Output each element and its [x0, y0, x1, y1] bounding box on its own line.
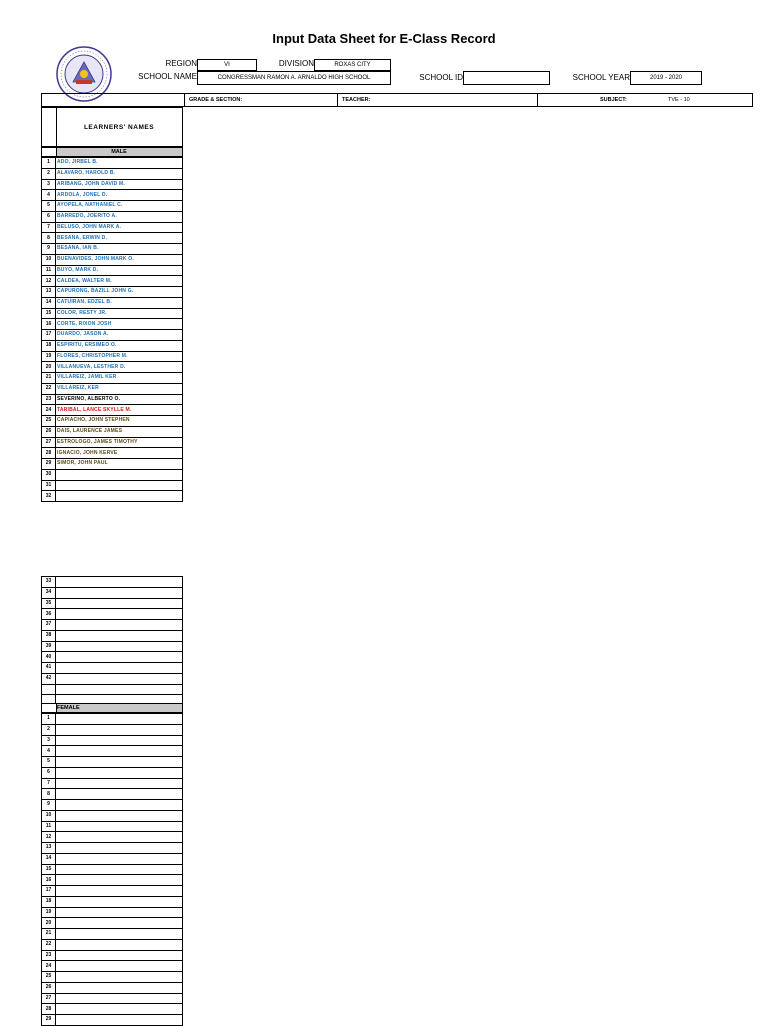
table-row	[42, 993, 183, 1004]
learner-name-cell[interactable]	[56, 577, 183, 588]
learner-name-cell[interactable]	[56, 609, 183, 620]
division-label: DIVISION	[278, 59, 314, 68]
table-row	[42, 287, 183, 298]
table-row	[42, 598, 183, 609]
learner-name-cell[interactable]	[56, 587, 183, 598]
row-number: 3	[42, 179, 56, 190]
teacher-cell[interactable]	[337, 94, 537, 106]
female-group-header	[41, 703, 183, 713]
table-row	[42, 896, 183, 907]
table-row	[42, 190, 183, 201]
learners-names-title: LEARNERS' NAMES	[83, 123, 155, 131]
row-number: 19	[42, 351, 56, 362]
subject-value: TVE - 10	[668, 97, 690, 103]
row-number: 2	[42, 724, 56, 735]
table-row	[42, 244, 183, 255]
learner-name-cell[interactable]: CORTE, RIXON JOSH	[56, 319, 183, 330]
learner-name-cell[interactable]	[56, 663, 183, 674]
table-row	[42, 673, 183, 684]
table-row	[42, 929, 183, 940]
row-number: 9	[42, 800, 56, 811]
learner-name-cell[interactable]	[56, 673, 183, 684]
table-row	[42, 297, 183, 308]
learner-name-cell[interactable]: BARREDO, JOERITO A.	[56, 211, 183, 222]
row-number: 16	[42, 319, 56, 330]
female-table	[41, 713, 183, 1026]
learner-name-cell[interactable]	[56, 724, 183, 735]
learner-name-cell[interactable]: CAPURONG, BAZILL JOHN G.	[56, 287, 183, 298]
table-row	[42, 684, 183, 695]
learner-name-cell[interactable]	[56, 886, 183, 897]
learner-name-cell[interactable]	[56, 767, 183, 778]
learner-name-cell[interactable]: SEVERINO, ALBERTO O.	[56, 394, 183, 405]
row-number: 16	[42, 875, 56, 886]
male-group-header	[41, 147, 183, 157]
learner-name-cell[interactable]	[56, 918, 183, 929]
table-row	[42, 405, 183, 416]
learner-name-cell[interactable]	[56, 778, 183, 789]
grade-section-cell[interactable]	[184, 94, 337, 106]
learner-name-cell[interactable]: VILLANUEVA, LESTHER D.	[56, 362, 183, 373]
subject-label: SUBJECT:	[600, 97, 627, 103]
male-table	[41, 157, 183, 502]
learner-name-cell[interactable]	[56, 491, 183, 502]
row-number: 29	[42, 459, 56, 470]
row-number	[42, 684, 56, 695]
table-row	[42, 587, 183, 598]
table-row	[42, 308, 183, 319]
learner-name-cell[interactable]	[56, 652, 183, 663]
division-field[interactable]: ROXAS CITY	[314, 59, 391, 71]
row-number: 26	[42, 426, 56, 437]
row-number: 23	[42, 394, 56, 405]
table-row	[42, 158, 183, 169]
subject-cell[interactable]	[537, 94, 752, 106]
table-row	[42, 800, 183, 811]
table-row	[42, 972, 183, 983]
school-id-field[interactable]	[463, 71, 550, 85]
table-row	[42, 821, 183, 832]
learner-name-cell[interactable]: AYOPELA, NATHANIEL C.	[56, 201, 183, 212]
row-number: 7	[42, 778, 56, 789]
learner-name-cell[interactable]	[56, 864, 183, 875]
row-number: 23	[42, 950, 56, 961]
row-number: 30	[42, 469, 56, 480]
learner-name-cell[interactable]: ESPIRITU, ERSIMEO O.	[56, 340, 183, 351]
table-row	[42, 714, 183, 725]
learner-name-cell[interactable]	[56, 620, 183, 631]
table-row	[42, 437, 183, 448]
row-number: 15	[42, 864, 56, 875]
row-number: 13	[42, 843, 56, 854]
row-number: 10	[42, 254, 56, 265]
table-row	[42, 875, 183, 886]
table-row	[42, 641, 183, 652]
row-number: 37	[42, 620, 56, 631]
row-number: 1	[42, 714, 56, 725]
row-number: 14	[42, 297, 56, 308]
row-number: 15	[42, 308, 56, 319]
learner-name-cell[interactable]	[56, 843, 183, 854]
row-number: 33	[42, 577, 56, 588]
learner-name-cell[interactable]	[56, 789, 183, 800]
learner-name-cell[interactable]	[56, 907, 183, 918]
table-row	[42, 735, 183, 746]
row-number: 4	[42, 190, 56, 201]
table-row	[42, 757, 183, 768]
table-row	[42, 652, 183, 663]
row-number: 17	[42, 330, 56, 341]
row-number: 3	[42, 735, 56, 746]
row-number: 7	[42, 222, 56, 233]
row-number: 17	[42, 886, 56, 897]
learner-name-cell[interactable]	[56, 972, 183, 983]
learner-name-cell[interactable]	[56, 469, 183, 480]
table-row	[42, 211, 183, 222]
table-row	[42, 620, 183, 631]
table-row	[42, 233, 183, 244]
table-row	[42, 383, 183, 394]
learner-name-cell[interactable]	[56, 832, 183, 843]
learner-name-cell[interactable]: BUENAVIDES, JOHN MARK O.	[56, 254, 183, 265]
row-number: 42	[42, 673, 56, 684]
table-row	[42, 663, 183, 674]
region-field[interactable]: VI	[197, 59, 257, 71]
school-name-label: SCHOOL NAME	[138, 72, 197, 81]
table-row	[42, 168, 183, 179]
table-row	[42, 265, 183, 276]
table-row	[42, 810, 183, 821]
learner-name-cell[interactable]: SIMOR, JOHN PAUL	[56, 459, 183, 470]
row-number: 19	[42, 907, 56, 918]
row-number: 32	[42, 491, 56, 502]
row-number: 5	[42, 757, 56, 768]
table-row	[42, 1004, 183, 1015]
row-number: 36	[42, 609, 56, 620]
learner-name-cell[interactable]	[56, 1004, 183, 1015]
table-row	[42, 201, 183, 212]
table-row	[42, 630, 183, 641]
learner-name-cell[interactable]	[56, 853, 183, 864]
table-row	[42, 362, 183, 373]
row-number: 5	[42, 201, 56, 212]
row-number: 21	[42, 373, 56, 384]
table-row	[42, 448, 183, 459]
row-number: 28	[42, 1004, 56, 1015]
school-name-field[interactable]: CONGRESSMAN RAMON A. ARNALDO HIGH SCHOOL	[197, 71, 391, 85]
table-row	[42, 373, 183, 384]
row-number: 29	[42, 1015, 56, 1026]
male-table-continued	[41, 576, 183, 706]
learners-names-header	[41, 107, 183, 147]
school-year-label: SCHOOL YEAR	[572, 73, 630, 82]
row-number: 9	[42, 244, 56, 255]
row-number: 6	[42, 211, 56, 222]
learner-name-cell[interactable]: BELUSO, JOHN MARK A.	[56, 222, 183, 233]
row-number: 31	[42, 480, 56, 491]
learner-name-cell[interactable]: COLOR, RESTY JR.	[56, 308, 183, 319]
table-row	[42, 416, 183, 427]
learner-name-cell[interactable]: CATUIRAN, EDZEL B.	[56, 297, 183, 308]
table-row	[42, 577, 183, 588]
learner-name-cell[interactable]	[56, 684, 183, 695]
row-number: 24	[42, 961, 56, 972]
learner-name-cell[interactable]	[56, 993, 183, 1004]
learner-name-cell[interactable]	[56, 875, 183, 886]
row-number: 8	[42, 233, 56, 244]
female-label: FEMALE	[57, 705, 80, 711]
learner-name-cell[interactable]	[56, 746, 183, 757]
row-number: 24	[42, 405, 56, 416]
row-number: 27	[42, 437, 56, 448]
school-year-field[interactable]: 2019 - 2020	[630, 71, 702, 85]
row-number: 8	[42, 789, 56, 800]
row-number: 28	[42, 448, 56, 459]
row-number: 20	[42, 362, 56, 373]
table-row	[42, 330, 183, 341]
row-number: 39	[42, 641, 56, 652]
teacher-label: TEACHER:	[342, 97, 371, 103]
learner-name-cell[interactable]: FLORES, CHRISTOPHER M.	[56, 351, 183, 362]
table-row	[42, 767, 183, 778]
learner-name-cell[interactable]: ADO, JIRBEL B.	[56, 158, 183, 169]
grade-section-label: GRADE & SECTION:	[189, 97, 243, 103]
row-number: 1	[42, 158, 56, 169]
table-row	[42, 853, 183, 864]
learner-name-cell[interactable]: CAPIACHO, JOHN STEPHEN	[56, 416, 183, 427]
table-row	[42, 832, 183, 843]
row-number: 25	[42, 972, 56, 983]
learner-name-cell[interactable]	[56, 480, 183, 491]
row-number: 34	[42, 587, 56, 598]
row-number: 18	[42, 340, 56, 351]
row-number: 14	[42, 853, 56, 864]
row-number: 22	[42, 383, 56, 394]
learner-name-cell[interactable]: ALAVARO, HAROLD B.	[56, 168, 183, 179]
table-row	[42, 394, 183, 405]
table-row	[42, 426, 183, 437]
learner-name-cell[interactable]	[56, 714, 183, 725]
learner-name-cell[interactable]	[56, 800, 183, 811]
learner-name-cell[interactable]	[56, 929, 183, 940]
learner-name-cell[interactable]	[56, 757, 183, 768]
learner-name-cell[interactable]	[56, 630, 183, 641]
learner-name-cell[interactable]	[56, 896, 183, 907]
table-row	[42, 864, 183, 875]
table-row	[42, 939, 183, 950]
table-row	[42, 907, 183, 918]
table-row	[42, 480, 183, 491]
table-row	[42, 918, 183, 929]
row-number: 18	[42, 896, 56, 907]
row-number: 11	[42, 821, 56, 832]
learner-name-cell[interactable]	[56, 950, 183, 961]
table-row	[42, 469, 183, 480]
row-number: 20	[42, 918, 56, 929]
table-row	[42, 179, 183, 190]
learner-name-cell[interactable]: DAIS, LAURENCE JAMES	[56, 426, 183, 437]
table-row	[42, 351, 183, 362]
row-number: 40	[42, 652, 56, 663]
learner-name-cell[interactable]	[56, 641, 183, 652]
table-row	[42, 724, 183, 735]
learner-name-cell[interactable]: BESANA, ERWIN D.	[56, 233, 183, 244]
learner-name-cell[interactable]: DUARDO, JASON A.	[56, 330, 183, 341]
row-number: 35	[42, 598, 56, 609]
table-row	[42, 609, 183, 620]
table-row	[42, 950, 183, 961]
row-number: 12	[42, 832, 56, 843]
learner-name-cell[interactable]: TARIBAL, LANCE SKYLLE M.	[56, 405, 183, 416]
row-number: 2	[42, 168, 56, 179]
learner-name-cell[interactable]	[56, 735, 183, 746]
table-row	[42, 459, 183, 470]
table-row	[42, 746, 183, 757]
row-number: 10	[42, 810, 56, 821]
learner-name-cell[interactable]: CALDEA, WALTER M.	[56, 276, 183, 287]
table-row	[42, 276, 183, 287]
table-row	[42, 789, 183, 800]
learner-name-cell[interactable]	[56, 598, 183, 609]
learner-name-cell[interactable]	[56, 961, 183, 972]
learner-name-cell[interactable]	[56, 810, 183, 821]
row-number: 4	[42, 746, 56, 757]
learner-name-cell[interactable]: IGNACIO, JOHN KERVE	[56, 448, 183, 459]
table-row	[42, 319, 183, 330]
learner-name-cell[interactable]	[56, 821, 183, 832]
row-number: 41	[42, 663, 56, 674]
region-label: REGION	[165, 59, 197, 68]
learner-name-cell[interactable]: ARIBANG, JOHN DAVID M.	[56, 179, 183, 190]
learner-name-cell[interactable]: VILLAREIZ, JAMIL KER	[56, 373, 183, 384]
learner-name-cell[interactable]: BESANA, IAN B.	[56, 244, 183, 255]
learner-name-cell[interactable]: BUYO, MARK D.	[56, 265, 183, 276]
learner-name-cell[interactable]	[56, 939, 183, 950]
table-row	[42, 222, 183, 233]
table-row	[42, 778, 183, 789]
table-row	[42, 340, 183, 351]
table-row	[42, 961, 183, 972]
row-number: 27	[42, 993, 56, 1004]
class-header-bar	[41, 93, 753, 107]
male-label: MALE	[111, 149, 127, 155]
school-id-label: SCHOOL ID	[419, 73, 463, 82]
table-row	[42, 982, 183, 993]
table-row	[42, 886, 183, 897]
row-number: 25	[42, 416, 56, 427]
row-number: 22	[42, 939, 56, 950]
table-row	[42, 491, 183, 502]
learner-name-cell[interactable]: ESTROLOGO, JAMES TIMOTHY	[56, 437, 183, 448]
row-number: 11	[42, 265, 56, 276]
page-title: Input Data Sheet for E-Class Record	[272, 31, 496, 46]
learner-name-cell[interactable]	[56, 982, 183, 993]
table-row	[42, 843, 183, 854]
row-number: 12	[42, 276, 56, 287]
row-number: 6	[42, 767, 56, 778]
row-number: 38	[42, 630, 56, 641]
row-number: 26	[42, 982, 56, 993]
learner-name-cell[interactable]: ARDOLA, JONEL D.	[56, 190, 183, 201]
table-row	[42, 254, 183, 265]
row-number: 13	[42, 287, 56, 298]
row-number: 21	[42, 929, 56, 940]
learner-name-cell[interactable]: VILLAREIZ, KER	[56, 383, 183, 394]
